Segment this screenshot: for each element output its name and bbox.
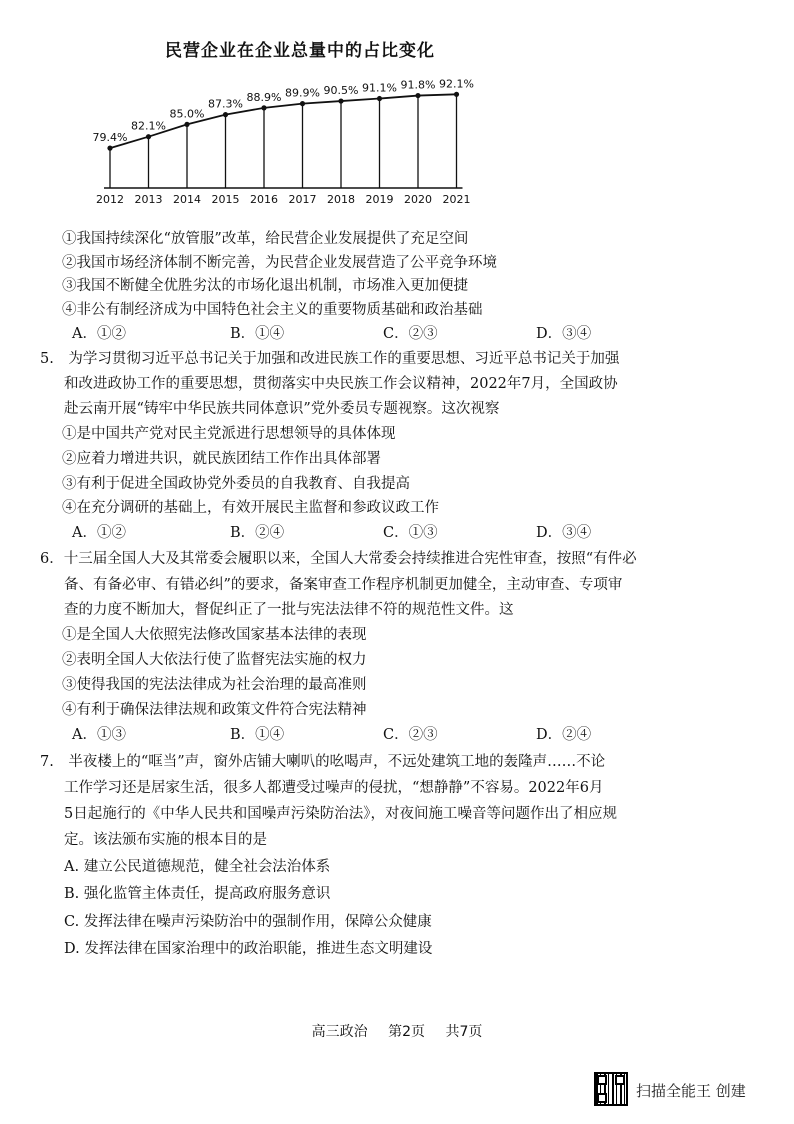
q6-choice-d: D．②④ [536, 727, 592, 743]
q4-option-2: ②我国市场经济体制不断完善，为民营企业发展营造了公平竞争环境 [62, 255, 497, 271]
q5-stem-line-3: 赴云南开展“铸牢中华民族共同体意识”党外委员专题视察。这次视察 [64, 401, 500, 417]
data-point [146, 134, 151, 139]
footer-subject: 高三政治 [311, 1024, 368, 1040]
x-tick-label: 2017 [288, 193, 317, 206]
data-point [338, 98, 343, 103]
chart-title: 民营企业在企业总量中的占比变化 [165, 41, 435, 61]
q6-choice-a: A．①③ [72, 727, 126, 743]
data-point [184, 122, 189, 127]
data-label: 88.9% [246, 90, 282, 104]
x-tick-label: 2020 [404, 193, 432, 206]
q4-choice-c: C．②③ [383, 326, 438, 342]
qr-code-icon [594, 1072, 628, 1106]
q6-option-4: ④有利于确保法律法规和政策文件符合宪法精神 [62, 702, 367, 718]
q7-choice-c: C. 发挥法律在噪声污染防治中的强制作用，保障公众健康 [64, 914, 432, 930]
x-tick-label: 2021 [442, 193, 471, 206]
q7-stem-line-2: 工作学习还是居家生活，很多人都遭受过噪声的侵扰，“想静静”不容易。2022年6月 [64, 780, 604, 796]
q5-option-4: ④在充分调研的基础上，有效开展民主监督和参政议政工作 [62, 500, 439, 516]
q6-option-1: ①是全国人大依照宪法修改国家基本法律的表现 [62, 627, 367, 643]
q6-choice-b: B．①④ [230, 727, 285, 743]
q4-option-1: ①我国持续深化“放管服”改革，给民营企业发展提供了充足空间 [62, 231, 469, 247]
x-tick-label: 2013 [134, 193, 163, 206]
x-tick-label: 2015 [211, 193, 240, 206]
data-label: 90.5% [323, 84, 359, 98]
occupancy-line-chart [80, 60, 480, 208]
footer-total-pages: 共7页 [445, 1024, 483, 1040]
data-label: 92.1% [439, 77, 474, 91]
q7-stem-line-1: 7. 半夜楼上的“哐当”声，窗外店铺大喇叭的吆喝声，不远处建筑工地的轰隆声……不论 [40, 754, 606, 770]
q7-stem-line-4: 定。该法颁布实施的根本目的是 [64, 832, 267, 848]
x-tick-label: 2014 [173, 193, 201, 206]
data-label: 82.1% [131, 119, 166, 133]
q4-option-4: ④非公有制经济成为中国特色社会主义的重要物质基础和政治基础 [62, 302, 483, 318]
data-label: 91.8% [400, 78, 436, 92]
data-point [261, 105, 266, 110]
q6-stem-line-1: 6．十三届全国人大及其常委会履职以来，全国人大常委会持续推进合宪性审查，按照“有件必 [40, 551, 637, 567]
q6-option-2: ②表明全国人大依法行使了监督宪法实施的权力 [62, 652, 367, 668]
data-label: 85.0% [169, 107, 205, 121]
page-footer [0, 1021, 794, 1041]
data-label: 87.3% [208, 97, 243, 111]
q6-choice-c: C．②③ [383, 727, 438, 743]
data-label: 89.9% [285, 86, 320, 100]
q4-option-3: ③我国不断健全优胜劣汰的市场化退出机制，市场准入更加便捷 [62, 278, 468, 294]
x-tick-label: 2019 [365, 193, 394, 206]
x-tick-label: 2018 [327, 193, 355, 206]
data-point [415, 93, 420, 98]
q5-choice-b: B．②④ [230, 525, 285, 541]
q5-choice-d: D．③④ [536, 525, 592, 541]
q4-choice-d: D．③④ [536, 326, 592, 342]
q5-stem-line-1: 5. 为学习贯彻习近平总书记关于加强和改进民族工作的重要思想、习近平总书记关于加强 [40, 351, 620, 367]
q5-stem-line-2: 和改进政协工作的重要思想，贯彻落实中央民族工作会议精神，2022年7月，全国政协 [64, 376, 618, 392]
scanner-watermark: 扫描全能王 创建 [636, 1082, 746, 1100]
q5-option-1: ①是中国共产党对民主党派进行思想领导的具体体现 [62, 426, 396, 442]
data-label: 79.4% [92, 131, 128, 145]
data-point [107, 146, 112, 151]
q4-choice-a: A．①② [72, 326, 126, 342]
data-label: 91.1% [362, 81, 397, 95]
x-tick-label: 2016 [250, 193, 278, 206]
q5-option-2: ②应着力增进共识，就民族团结工作作出具体部署 [62, 451, 381, 467]
data-point [300, 101, 305, 106]
data-point [377, 96, 382, 101]
q7-choice-d: D. 发挥法律在国家治理中的政治职能，推进生态文明建设 [64, 941, 433, 957]
q7-choice-a: A. 建立公民道德规范，健全社会法治体系 [64, 859, 331, 875]
data-point [223, 112, 228, 117]
data-point [454, 92, 459, 97]
q6-option-3: ③使得我国的宪法法律成为社会治理的最高准则 [62, 677, 367, 693]
q5-choice-c: C．①③ [383, 525, 438, 541]
q7-stem-line-3: 5日起施行的《中华人民共和国噪声污染防治法》，对夜间施工噪音等问题作出了相应规 [64, 806, 617, 822]
footer-page-number: 第2页 [388, 1024, 425, 1040]
q4-choice-b: B．①④ [230, 326, 285, 342]
q5-choice-a: A．①② [72, 525, 126, 541]
q6-stem-line-2: 备、有备必审、有错必纠”的要求，备案审查工作程序机制更加健全，主动审查、专项审 [64, 577, 623, 593]
q5-option-3: ③有利于促进全国政协党外委员的自我教育、自我提高 [62, 476, 410, 492]
q7-choice-b: B. 强化监管主体责任，提高政府服务意识 [64, 886, 331, 902]
x-tick-label: 2012 [96, 193, 124, 206]
q6-stem-line-3: 查的力度不断加大，督促纠正了一批与宪法法律不符的规范性文件。这 [64, 602, 514, 618]
